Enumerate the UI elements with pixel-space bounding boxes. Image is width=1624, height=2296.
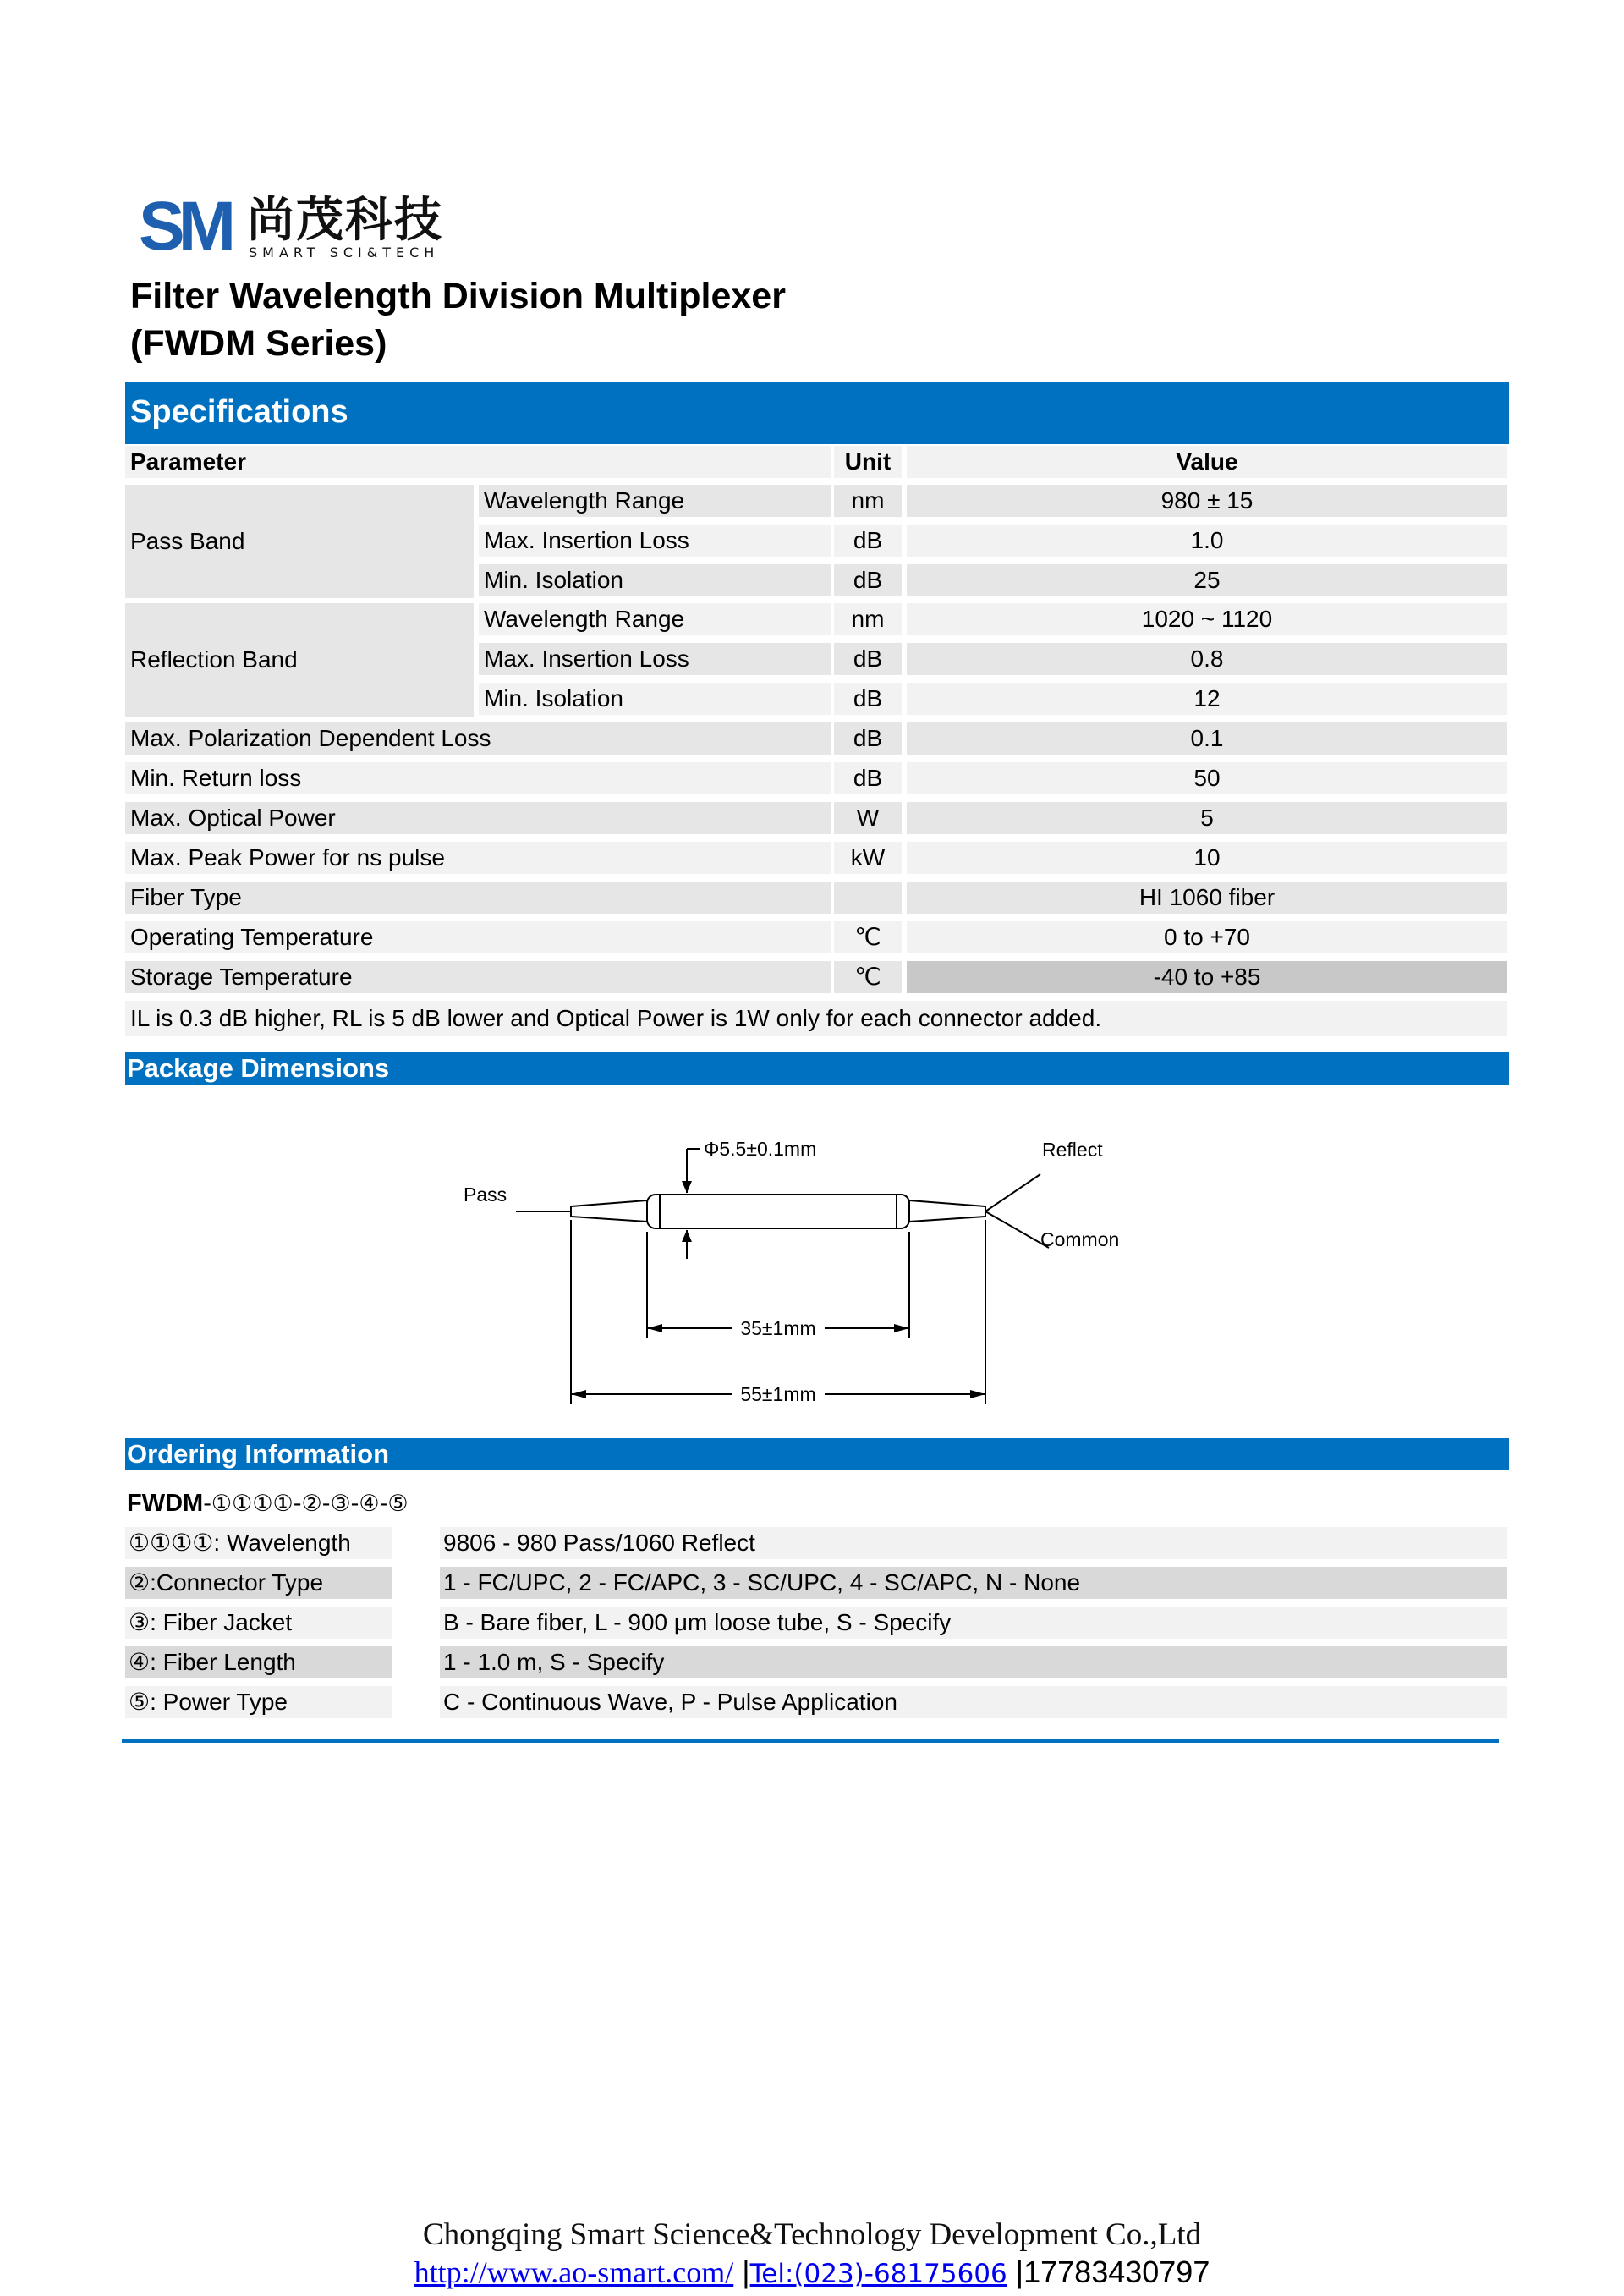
group-label-pass-band xyxy=(125,485,474,598)
ordering-label: ①①①①: Wavelength xyxy=(125,1527,392,1559)
diameter-arrow-bottom xyxy=(682,1230,692,1242)
value-cell: 0.1 xyxy=(907,722,1507,755)
value-cell: 12 xyxy=(907,683,1507,715)
ordering-information-heading: Ordering Information xyxy=(127,1439,389,1469)
label-common: Common xyxy=(1040,1228,1120,1250)
ordering-code-suffix: -①①①①-②-③-④-⑤ xyxy=(203,1491,409,1517)
unit-cell: dB xyxy=(834,683,902,715)
ordering-code xyxy=(127,1487,409,1520)
label-length-55: 55±1mm xyxy=(740,1383,816,1405)
group-label-reflection-band xyxy=(125,603,474,717)
value-cell: 0.8 xyxy=(907,643,1507,675)
column-header-unit: Unit xyxy=(834,446,902,478)
value-cell: HI 1060 fiber xyxy=(907,882,1507,914)
parameter-cell: Max. Peak Power for ns pulse xyxy=(125,842,831,874)
company-logo xyxy=(139,188,452,265)
diameter-arrow-top xyxy=(682,1181,692,1193)
spec-footnote: IL is 0.3 dB higher, RL is 5 dB lower and Optical Power is 1W only for each connector added. xyxy=(125,1001,1507,1036)
unit-cell: nm xyxy=(834,603,902,635)
package-dimensions-header-bar xyxy=(125,1052,1509,1085)
value-cell: 10 xyxy=(907,842,1507,874)
parameter-cell: Min. Return loss xyxy=(125,762,831,794)
unit-cell: kW xyxy=(834,842,902,874)
column-header-parameter: Parameter xyxy=(125,446,831,478)
ordering-code-prefix: FWDM xyxy=(127,1490,204,1517)
column-header-value: Value xyxy=(907,446,1507,478)
unit-cell: ℃ xyxy=(834,961,902,993)
footer-separator: | xyxy=(1007,2255,1024,2289)
document-title-line1: Filter Wavelength Division Multiplexer xyxy=(130,276,786,316)
sub-parameter: Max. Insertion Loss xyxy=(479,525,831,557)
label-pass: Pass xyxy=(464,1184,508,1206)
logo-mark: SM xyxy=(139,188,229,265)
ordering-value: 1 - FC/UPC, 2 - FC/APC, 3 - SC/UPC, 4 - SC/APC, N - None xyxy=(440,1567,1507,1599)
ordering-label: ③: Fiber Jacket xyxy=(125,1607,392,1639)
sub-parameter: Wavelength Range xyxy=(479,485,831,517)
logo-chinese-name: 尚茂科技 xyxy=(247,193,443,248)
footer-separator: | xyxy=(733,2255,750,2289)
value-cell: 50 xyxy=(907,762,1507,794)
parameter-cell: Max. Optical Power xyxy=(125,802,831,834)
footer-contact-line xyxy=(0,2254,1624,2293)
value-cell: 5 xyxy=(907,802,1507,834)
sub-parameter: Wavelength Range xyxy=(479,603,831,635)
group-name-text: Pass Band xyxy=(130,528,245,554)
unit-cell: dB xyxy=(834,643,902,675)
parameter-cell: Fiber Type xyxy=(125,882,831,914)
unit-cell: ℃ xyxy=(834,921,902,953)
sub-parameter: Max. Insertion Loss xyxy=(479,643,831,675)
specifications-header-bar xyxy=(125,382,1509,444)
reflect-fiber-line xyxy=(985,1174,1040,1211)
footer-mobile-number: 17783430797 xyxy=(1023,2255,1210,2289)
tube-body xyxy=(647,1195,909,1228)
logo-english-name: SMART SCI&TECH xyxy=(249,244,440,261)
ordering-value: 1 - 1.0 m, S - Specify xyxy=(440,1646,1507,1678)
unit-cell: dB xyxy=(834,762,902,794)
ordering-label: ④: Fiber Length xyxy=(125,1646,392,1678)
parameter-cell: Max. Polarization Dependent Loss xyxy=(125,722,831,755)
label-length-35: 35±1mm xyxy=(740,1317,816,1339)
ordering-label: ⑤: Power Type xyxy=(125,1686,392,1718)
unit-cell: dB xyxy=(834,525,902,557)
arrow-35-left xyxy=(647,1324,662,1332)
footer-website-link[interactable]: http://www.ao-smart.com/ xyxy=(414,2255,734,2289)
left-boot xyxy=(571,1200,647,1222)
unit-cell: nm xyxy=(834,485,902,517)
footer-company-name: Chongqing Smart Science&Technology Development Co.,Ltd xyxy=(422,2217,1202,2252)
package-dimension-drawing xyxy=(423,1117,1184,1430)
value-cell: 1020 ~ 1120 xyxy=(907,603,1507,635)
footer-telephone-link[interactable]: Tel:(023)-68175606 xyxy=(749,2259,1007,2289)
value-cell: 980 ± 15 xyxy=(907,485,1507,517)
unit-cell xyxy=(834,882,902,914)
group-name-text: Reflection Band xyxy=(130,646,298,673)
parameter-cell: Operating Temperature xyxy=(125,921,831,953)
common-fiber-line xyxy=(985,1211,1049,1248)
document-title-line2: (FWDM Series) xyxy=(130,323,387,364)
parameter-cell: Storage Temperature xyxy=(125,961,831,993)
sub-parameter: Min. Isolation xyxy=(479,564,831,596)
unit-cell: dB xyxy=(834,564,902,596)
ordering-bottom-rule xyxy=(122,1739,1499,1743)
arrow-55-right xyxy=(970,1390,985,1398)
arrow-35-right xyxy=(894,1324,909,1332)
value-cell: 25 xyxy=(907,564,1507,596)
value-cell: 1.0 xyxy=(907,525,1507,557)
unit-cell: dB xyxy=(834,722,902,755)
ordering-value: 9806 - 980 Pass/1060 Reflect xyxy=(440,1527,1507,1559)
specifications-heading: Specifications xyxy=(130,394,348,430)
sub-parameter: Min. Isolation xyxy=(479,683,831,715)
value-cell: -40 to +85 xyxy=(907,961,1507,993)
ordering-information-header-bar xyxy=(125,1438,1509,1470)
ordering-value: C - Continuous Wave, P - Pulse Application xyxy=(440,1686,1507,1718)
value-cell: 0 to +70 xyxy=(907,921,1507,953)
ordering-label: ②:Connector Type xyxy=(125,1567,392,1599)
arrow-55-left xyxy=(571,1390,586,1398)
label-diameter: Φ5.5±0.1mm xyxy=(704,1138,817,1160)
unit-cell: W xyxy=(834,802,902,834)
package-dimensions-heading: Package Dimensions xyxy=(127,1053,390,1083)
label-reflect: Reflect xyxy=(1042,1139,1103,1161)
right-boot xyxy=(909,1200,985,1222)
ordering-value: B - Bare fiber, L - 900 μm loose tube, S - Specify xyxy=(440,1607,1507,1639)
